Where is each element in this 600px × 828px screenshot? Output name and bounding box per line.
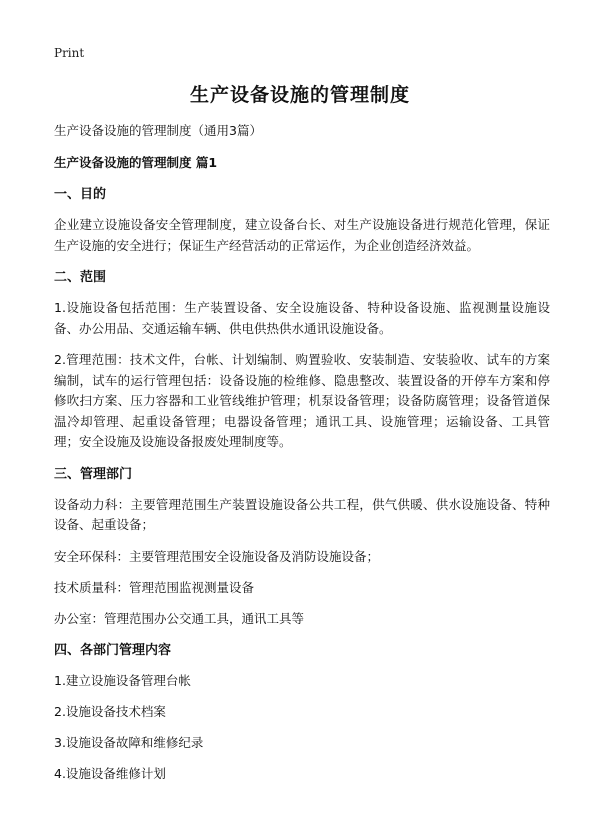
section-department-content [54,640,550,784]
paragraph: 企业建立设施设备安全管理制度，建立设备台长、对生产设施设备进行规范化管理，保证生产设施的安全进行；保证生产经营活动的正常运作，为企业创造经济效益。 [54,217,550,253]
section-departments [54,464,550,629]
section-heading: 四、各部门管理内容 [54,642,172,658]
section-purpose [54,184,550,256]
paragraph: 2.管理范围：技术文件，台帐、计划编制、购置验收、安装制造、安装验收、试车的方案编制，试车的运行管理包括：设备设施的检维修、隐患整改、装置设备的开停车方案和停修吹扫方案、压力容器和工业管线维护管理；机泵设备管理；设备防腐管理；设备管道保温冷却管理、起重设备管理；电器设备管理；通讯工具、设施管理；运输设备、工具管理；安全设施及设施设备报废处理制度等。 [54,352,550,449]
section-scope [54,267,550,453]
paragraph: 1.设施设备包括范围：生产装置设备、安全设施设备、特种设备设施、监视测量设施设备、办公用品、交通运输车辆、供电供热供水通讯设施设备。 [54,300,550,336]
section-heading: 一、目的 [54,187,107,202]
list-item: 1.建立设施设备管理台帐 [54,672,191,688]
paragraph: 办公室：管理范围办公交通工具，通讯工具等 [54,610,305,626]
paragraph: 技术质量科：管理范围监视测量设备 [54,579,255,595]
print-label: Print [54,46,85,60]
list-item: 3.设施设备故障和维修纪录 [54,734,204,750]
document-title: 生产设备设施的管理制度 [189,84,410,106]
section-heading: 二、范围 [54,270,107,285]
paragraph: 设备动力科：主要管理范围生产装置设施设备公共工程，供气供暖、供水设施设备、特种设备、起重设备； [54,496,550,532]
document-body [54,120,550,795]
list-item: 2.设施设备技术档案 [54,703,166,719]
article-heading: 生产设备设施的管理制度 篇1 [54,155,218,170]
paragraph: 安全环保科：主要管理范围安全设施设备及消防设施设备； [54,548,380,564]
document-subtitle: 生产设备设施的管理制度（通用3篇） [54,123,262,138]
section-heading: 三、管理部门 [54,466,133,482]
list-item: 4.设施设备维修计划 [54,765,166,781]
